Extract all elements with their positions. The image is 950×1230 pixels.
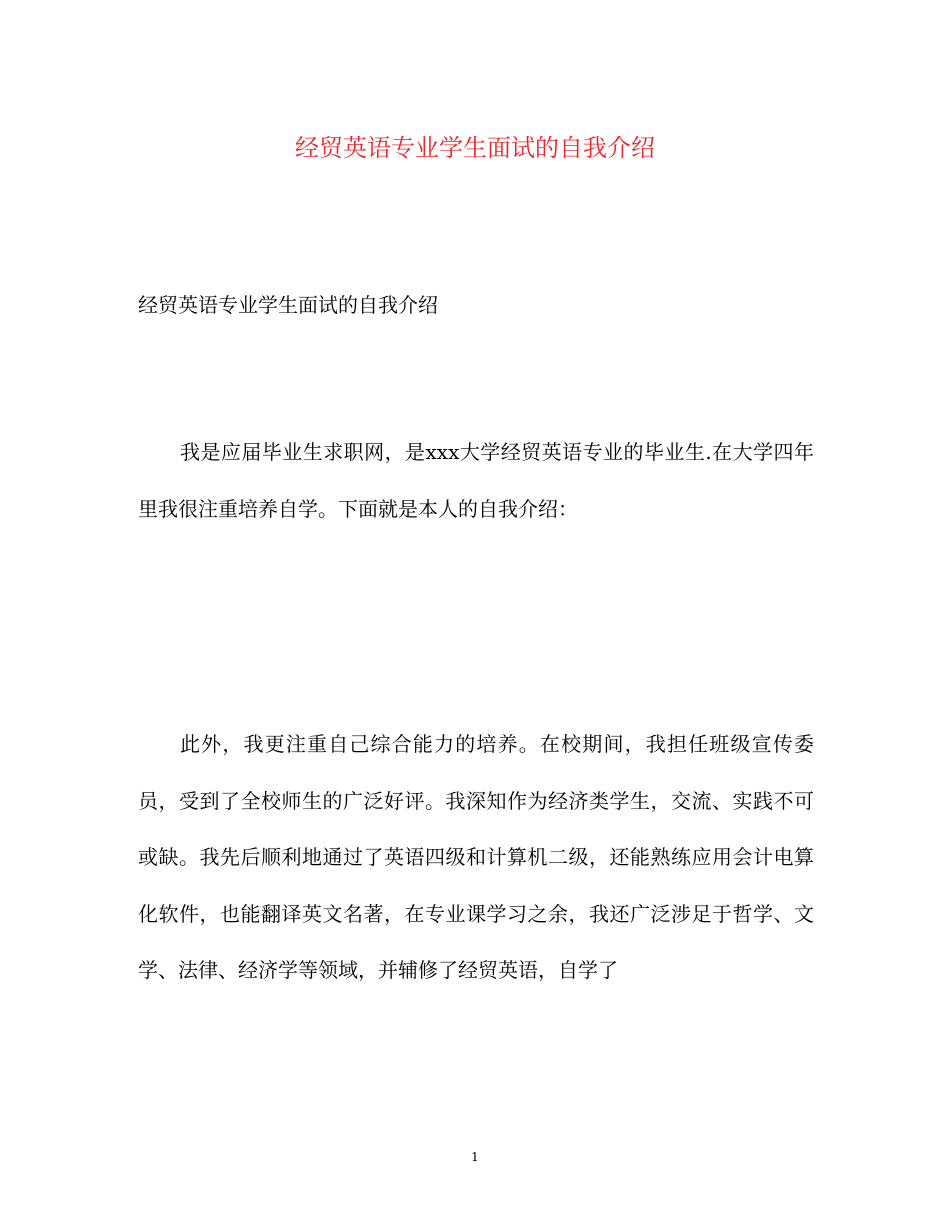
page-number: 1 [471, 1150, 479, 1164]
paragraph-intro: 我是应届毕业生求职网，是xxx大学经贸英语专业的毕业生.在大学四年里我很注重培养自学。下面就是本人的自我介绍： [138, 440, 814, 521]
document-title: 经贸英语专业学生面试的自我介绍 [295, 134, 655, 162]
document-subtitle: 经贸英语专业学生面试的自我介绍 [138, 293, 438, 317]
paragraph-abilities: 此外，我更注重自己综合能力的培养。在校期间，我担任班级宣传委员，受到了全校师生的广泛好评。我深知作为经济类学生，交流、实践不可或缺。我先后顺利地通过了英语四级和计算机二级，还能熟练应用会计电算化软件，也能翻译英文名著，在专业课学习之余，我还广泛涉足于哲学、文学、法律、经济学等领域，并辅修了经贸英语，自学了 [138, 732, 814, 983]
